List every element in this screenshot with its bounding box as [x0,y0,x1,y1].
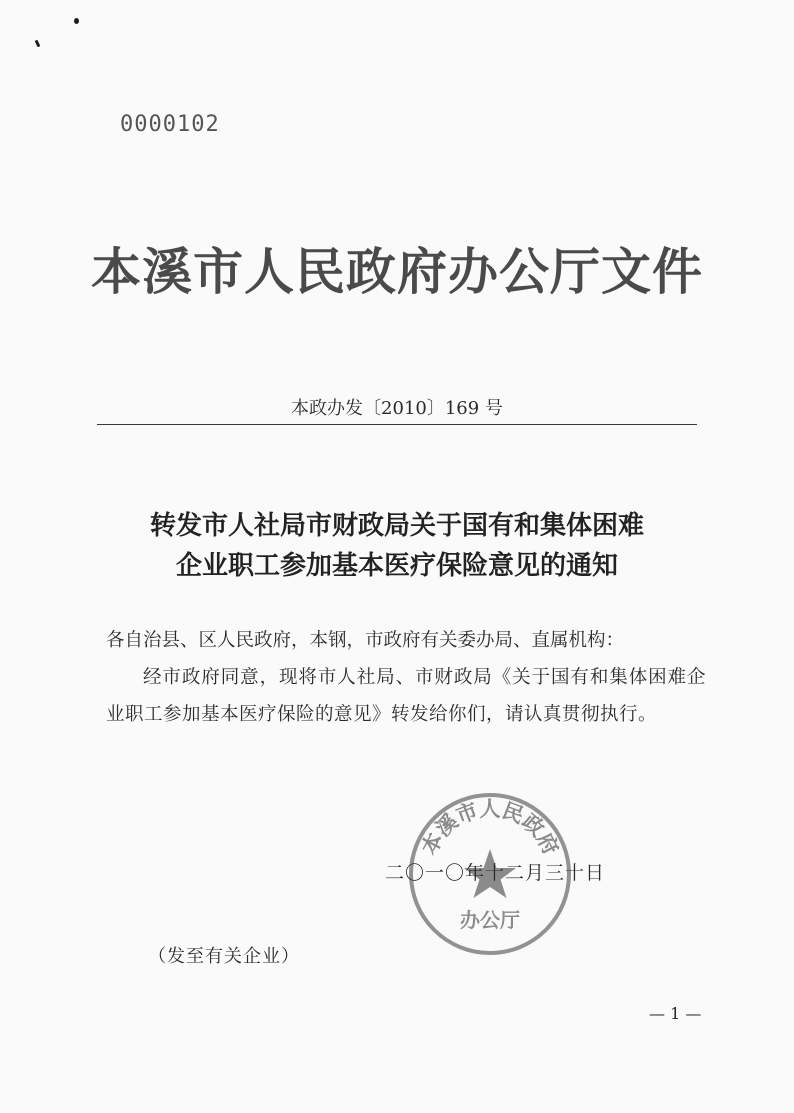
header-divider [97,424,697,425]
scan-speck [35,40,41,48]
addressee: 各自治县、区人民政府，本钢，市政府有关委办局、直属机构： [106,630,625,651]
distribution-note: （发至有关企业） [148,946,300,967]
seal-inner-text: 办公厅 [460,908,520,932]
scan-speck [74,18,79,24]
issue-date: 二〇一〇年十二月三十日 [385,862,606,884]
notice-title-line-1: 转发市人社局市财政局关于国有和集体困难 [149,511,644,541]
document-header-title: 本溪市人民政府办公厅文件 [91,242,703,301]
seal-outer-text: 本溪市人民政府 [416,796,564,859]
notice-title [0,506,794,586]
page-number: — 1 — [649,1004,702,1023]
body-paragraph: 经市政府同意，现将市人社局、市财政局《关于国有和集体困难企业职工参加基本医疗保险的意见》转发给你们，请认真贯彻执行。 [106,667,706,725]
document-serial-number: 0000102 [120,112,220,137]
issue-number: 本政办发〔2010〕169 号 [291,398,503,419]
notice-title-line-2: 企业职工参加基本医疗保险意见的通知 [175,551,618,581]
